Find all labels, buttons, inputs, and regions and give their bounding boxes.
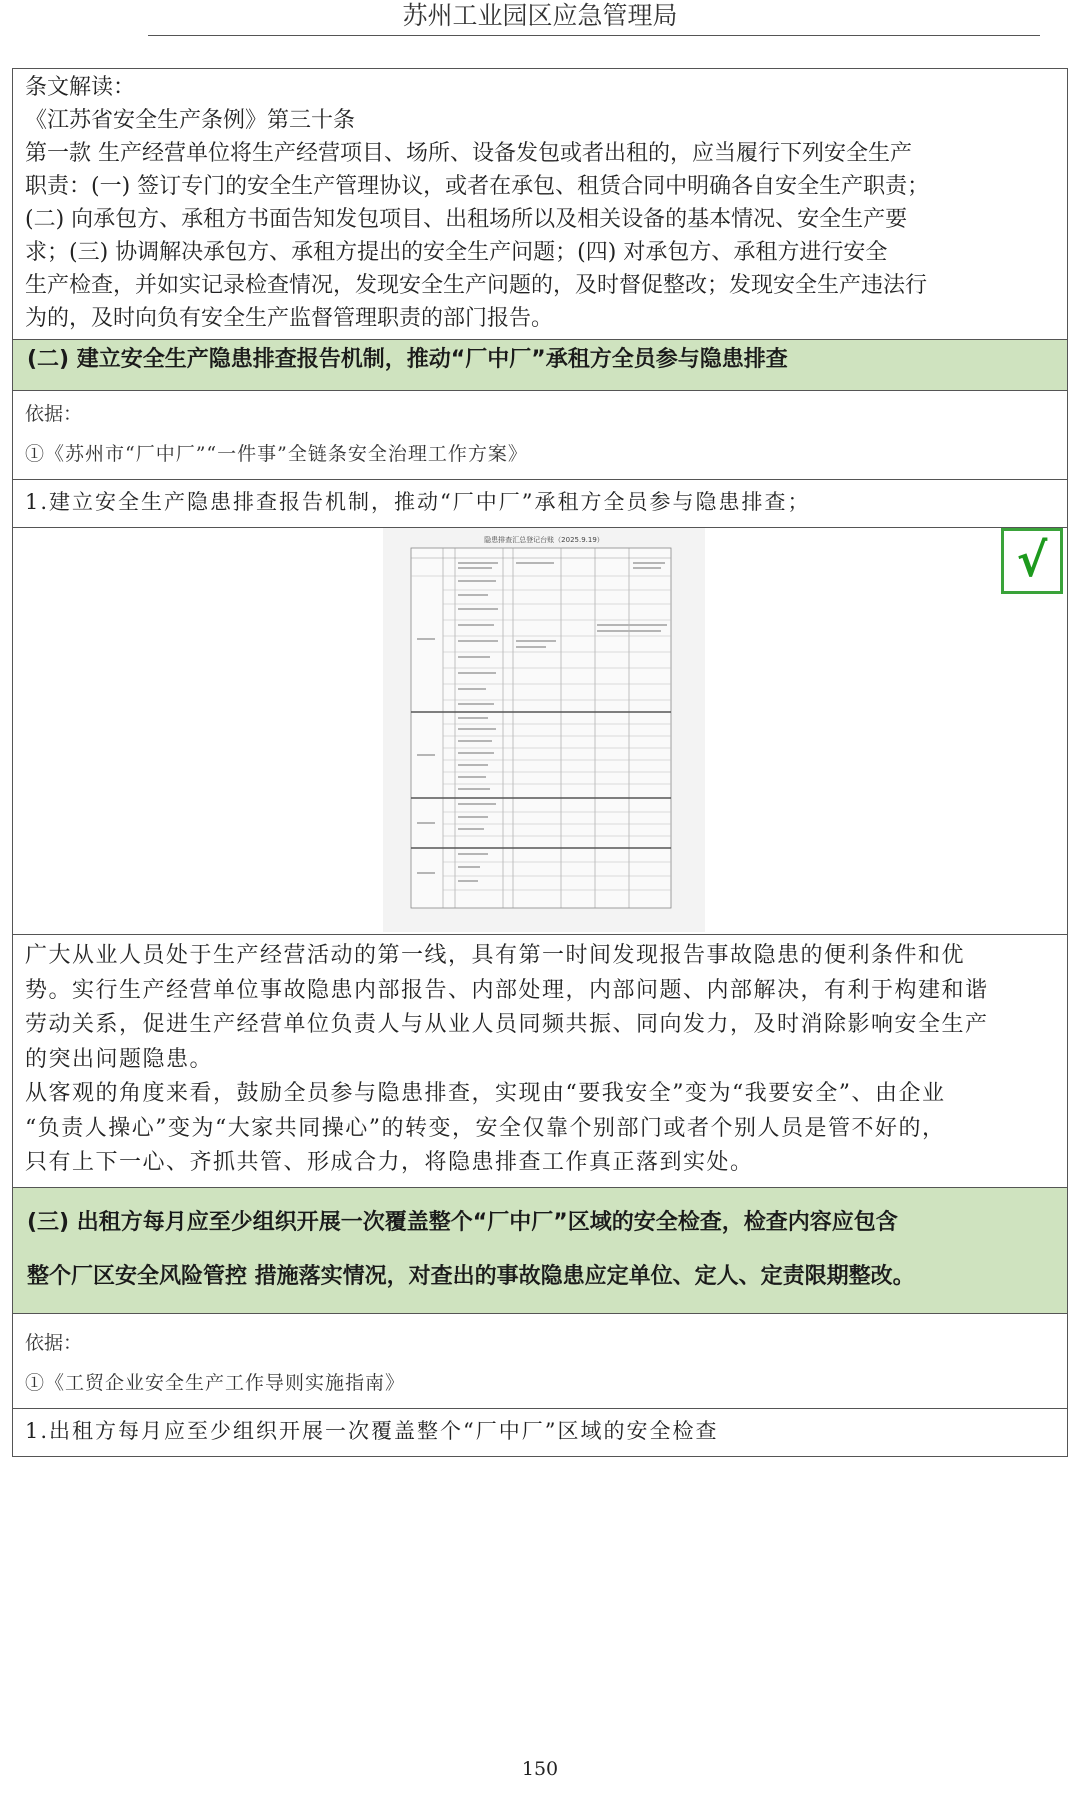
interpretation-line: 求；(三) 协调解决承包方、承租方提出的安全生产问题；(四) 对承包方、承租方进行安全 (25, 240, 888, 265)
basis-reference: ①《苏州市“厂中厂”“一件事”全链条安全治理工作方案》 (25, 443, 528, 465)
checkmark-glyph: √ (1016, 533, 1048, 587)
interpretation-line: 第一款 生产经营单位将生产经营项目、场所、设备发包或者出租的，应当履行下列安全生产 (25, 141, 912, 166)
section3-heading-line: (三) 出租方每月应至少组织开展一次覆盖整个“厂中厂”区域的安全检查，检查内容应包含 (27, 1209, 898, 1235)
explanation-line: “负责人操心”变为“大家共同操心”的转变，安全仅靠个别部门或者个别人员是管不好的， (25, 1115, 946, 1141)
explanation-line: 劳动关系，促进生产经营单位负责人与从业人员同频共振、同向发力，及时消除影响安全生产 (25, 1012, 989, 1037)
section3-item: 1.出租方每月应至少组织开展一次覆盖整个“厂中厂”区域的安全检查 (13, 1408, 1067, 1456)
basis-reference: ①《工贸企业安全生产工作导则实施指南》 (25, 1371, 406, 1394)
page-header: 苏州工业园区应急管理局 (402, 1, 678, 30)
register-form-graphic (383, 528, 705, 932)
interpretation-block (13, 69, 1067, 339)
interpretation-label: 条文解读： (25, 75, 136, 100)
section3-basis (13, 1313, 1067, 1408)
section2-item: 1.建立安全生产隐患排查报告机制，推动“厂中厂”承租方全员参与隐患排查； (13, 479, 1067, 527)
section2-basis (13, 390, 1067, 479)
header-divider (148, 35, 1040, 36)
explanation-line: 只有上下一心、齐抓共管、形成合力，将隐患排查工作真正落到实处。 (25, 1150, 754, 1175)
basis-label: 依据： (25, 1331, 83, 1354)
interpretation-line: 生产检查，并如实记录检查情况，发现安全生产问题的，及时督促整改；发现安全生产违法行 (25, 273, 928, 298)
section3-heading-line: 整个厂区安全风险管控 措施落实情况，对查出的事故隐患应定单位、定人、定责限期整改。 (27, 1263, 915, 1289)
section2-explanation (13, 934, 1067, 1187)
evidence-image-row (13, 527, 1067, 934)
explanation-line: 广大从业人员处于生产经营活动的第一线，具有第一时间发现报告事故隐患的便利条件和优 (25, 943, 966, 968)
explanation-line: 的突出问题隐患。 (25, 1046, 214, 1072)
section2-heading: (二) 建立安全生产隐患排查报告机制，推动“厂中厂”承租方全员参与隐患排查 (13, 339, 1067, 390)
interpretation-line: 为的，及时向负有安全生产监督管理职责的部门报告。 (25, 306, 554, 331)
explanation-line: 从客观的角度来看，鼓励全员参与隐患排查，实现由“要我安全”变为“我要安全”、由企业 (25, 1081, 946, 1106)
content-table (12, 68, 1068, 1457)
form-title: 隐患排查汇总登记台账（2025.9.19） (484, 536, 604, 544)
page-number: 150 (521, 1758, 559, 1780)
section3-heading (13, 1187, 1067, 1313)
interpretation-line: (二) 向承包方、承租方书面告知发包项目、出租场所以及相关设备的基本情况、安全生产要 (25, 207, 908, 232)
law-title: 《江苏省安全生产条例》第三十条 (25, 108, 356, 133)
interpretation-line: 职责：(一) 签订专门的安全生产管理协议，或者在承包、租赁合同中明确各自安全生产职责； (25, 174, 930, 199)
hazard-register-photo (383, 528, 705, 932)
basis-label: 依据： (25, 403, 83, 425)
explanation-line: 势。实行生产经营单位事故隐患内部报告、内部处理，内部问题、内部解决，有利于构建和谐 (25, 977, 989, 1003)
checkmark-icon (1001, 528, 1063, 594)
